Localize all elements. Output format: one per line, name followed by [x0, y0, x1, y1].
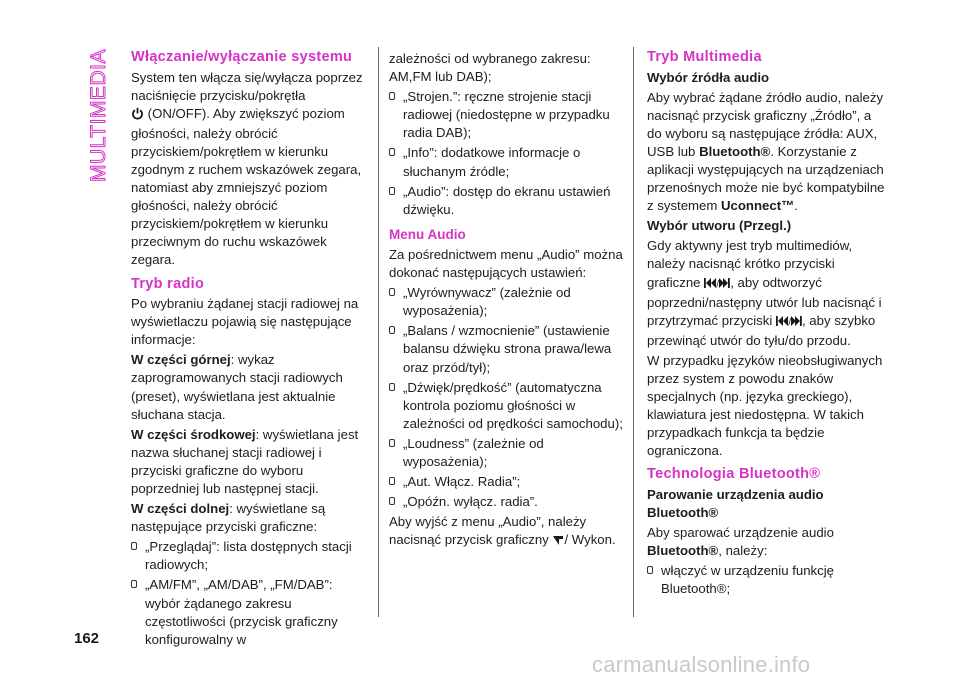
heading-radio: Tryb radio — [131, 275, 205, 292]
paragraph-power: System ten włącza się/wyłącza poprzez naciśnięcie przycisku/pokrętła (ON/OFF). Aby zwiększyć poziom głośności, należy obrócić przyciskiem/pokrętłem w kierunku zgodnym z ruchem wskazówek zegara, natomiast aby zmniejszyć poziom głośności, należy obrócić przyciskiem/pokrętłem w kierunku przeciwnym do ruchu wskazówek zegara. — [131, 69, 363, 268]
list-item: „Audio”: dostęp do ekranu ustawień dźwięku. — [389, 183, 627, 219]
list-item: „Loudness” (zależnie od wyposażenia); — [389, 435, 627, 471]
paragraph-exit: Aby wyjść z menu „Audio”, należy nacisnąć przycisk graficzny / Wykon. — [389, 513, 627, 551]
column-1 — [131, 50, 369, 651]
paragraph-bottom: W części dolnej: wyświetlane są następujące przyciski graficzne: — [131, 501, 326, 535]
list-item: „Aut. Włącz. Radia”; — [389, 473, 627, 491]
bullet-icon — [389, 187, 395, 195]
list-item: „Dźwięk/prędkość” (automatyczna kontrola poziomu głośności w zależności od prędkości samochodu); — [389, 379, 627, 433]
bullet-icon — [389, 439, 395, 447]
paragraph-continued: zależności od wybranego zakresu: AM,FM lub DAB); — [389, 51, 591, 85]
prev-next-icon — [704, 276, 730, 294]
heading-source: Wybór źródła audio — [647, 69, 770, 85]
list-item: „Opóźn. wyłącz. radia”. — [389, 493, 627, 511]
list-item: „Info”: dodatkowe informacje o słuchanym źródle; — [389, 144, 627, 180]
bullet-icon — [389, 497, 395, 505]
paragraph-top: W części górnej: wykaz zaprogramowanych stacji radiowych (preset), wyświetlana jest aktualnie słuchana stacja. — [131, 352, 343, 422]
bullet-icon — [131, 580, 137, 588]
paragraph-language: W przypadku języków nieobsługiwanych przez system z powodu znaków specjalnych (np. języka greckiego), klawiatura jest niedostępna. W takich przypadkach funkcja ta będzie ograniczona. — [647, 352, 883, 459]
list-item: włączyć w urządzeniu funkcję Bluetooth®; — [647, 562, 885, 598]
heading-multimedia: Tryb Multimedia — [647, 49, 762, 65]
prev-next-icon — [776, 314, 802, 332]
column-3 — [647, 50, 885, 601]
heading-power: Włączanie/wyłączanie systemu — [131, 49, 353, 65]
column-2 — [389, 50, 627, 553]
bullet-icon — [389, 92, 395, 100]
paragraph-middle: W części środkowej: wyświetlana jest nazwa słuchanej stacji radiowej i przyciski graficzne do wyboru poprzedniej lub następnej stacji. — [131, 426, 359, 496]
bullet-icon — [389, 477, 395, 485]
section-side-title — [78, 40, 118, 190]
bullet-icon — [389, 326, 395, 334]
bullet-icon — [389, 148, 395, 156]
power-icon — [131, 107, 144, 125]
watermark: carmanualsonline.info — [592, 652, 811, 677]
bullet-icon — [131, 542, 137, 550]
list-item: „Wyrównywacz” (zależnie od wyposażenia); — [389, 284, 627, 320]
heading-pairing: Parowanie urządzenia audio Bluetooth® — [647, 486, 824, 521]
paragraph-pairing: Aby sparować urządzenie audio Bluetooth®, należy: — [647, 525, 834, 559]
page-number: 162 — [74, 630, 100, 647]
bullet-icon — [389, 288, 395, 296]
heading-track: Wybór utworu (Przegl.) — [647, 218, 792, 234]
back-arrow-icon — [552, 533, 564, 551]
list-item: „Przeglądaj”: lista dostępnych stacji radiowych; — [131, 538, 369, 574]
side-title-text: MULTIMEDIA — [87, 49, 110, 182]
paragraph-radio: Po wybraniu żądanej stacji radiowej na wyświetlaczu pojawią się następujące informacje: — [131, 296, 359, 348]
paragraph-source: Aby wybrać żądane źródło audio, należy nacisnąć przycisk graficzny „Źródło”, a do wyboru są następujące źródła: AUX, USB lub Bluetooth®. Korzystanie z aplikacji występujących na urządzeniach przenośnych może nie być kompatybilne z systemem Uconnect™. — [647, 89, 885, 214]
svg-text:/: / — [788, 317, 791, 327]
heading-menu-audio: Menu Audio — [389, 226, 466, 242]
column-divider-1 — [378, 47, 379, 617]
list-item: „Strojen.”: ręczne strojenie stacji radiowej (niedostępne w przypadku radia DAB); — [389, 88, 627, 142]
bullet-icon — [647, 566, 653, 574]
svg-text:/: / — [716, 279, 720, 289]
bullet-icon — [389, 383, 395, 391]
paragraph-track: Gdy aktywny jest tryb multimediów, należy nacisnąć krótko przyciski graficzne / , aby odtworzyć poprzedni/następny utwór lub nacisnąć i przytrzymać przyciski / , aby szybko przewinąć utwór do tyłu/do przodu. — [647, 238, 882, 348]
paragraph-menu: Za pośrednictwem menu „Audio” można dokonać następujących ustawień: — [389, 246, 623, 281]
column-divider-2 — [633, 47, 634, 617]
list-item: „Balans / wzmocnienie” (ustawienie balansu dźwięku strona prawa/lewa oraz przód/tył); — [389, 322, 627, 376]
list-item: „AM/FM”, „AM/DAB”, „FM/DAB”: wybór żądanego zakresu częstotliwości (przycisk graficzny konfigurowalny w — [131, 576, 369, 648]
heading-bluetooth: Technologia Bluetooth® — [647, 466, 821, 483]
